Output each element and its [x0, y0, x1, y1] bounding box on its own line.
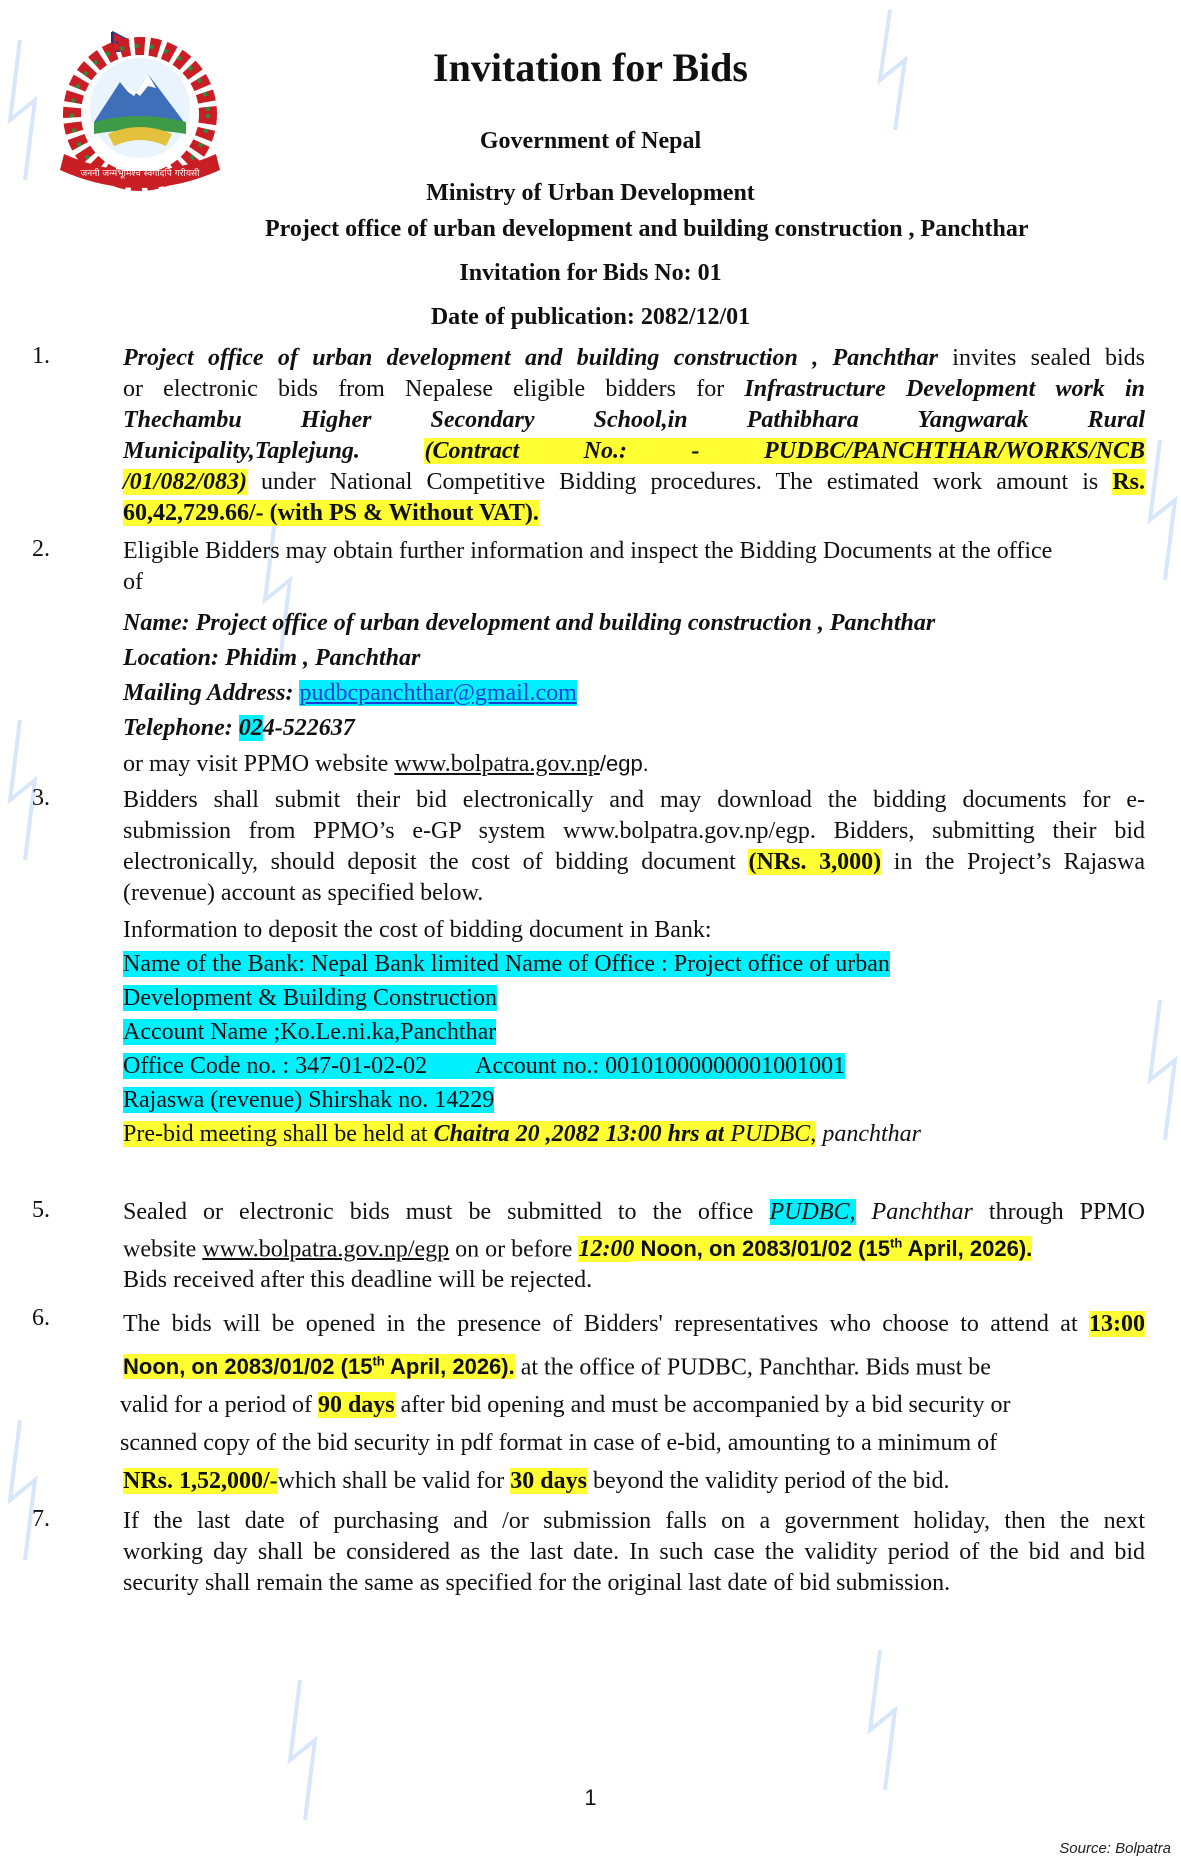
account-name: Account Name ;Ko.Le.ni.ka,Panchthar: [123, 1019, 497, 1045]
clause-number: 5.: [32, 1197, 50, 1223]
text-run: Noon, on 2083/01/02 (15: [123, 1354, 373, 1380]
ppmo-website-link[interactable]: www.bolpatra.gov.np: [394, 751, 600, 777]
validity-period: 90 days: [317, 1392, 395, 1419]
text-run: April, 2026).: [384, 1354, 515, 1380]
text-run: (revenue) account as specified below.: [123, 880, 484, 906]
clause-number: 6.: [32, 1305, 50, 1331]
prebid-place: panchthar: [816, 1121, 921, 1147]
opening-time: 13:00: [1089, 1311, 1145, 1337]
text-run: security shall remain the same as specified for the original last date of bid submission.: [123, 1570, 951, 1596]
text-run: on or before: [449, 1236, 579, 1263]
work-name: Infrastructure Development work in: [744, 376, 1146, 402]
ifb-number: Invitation for Bids No: 01: [459, 260, 722, 286]
text-run: after bid opening and must be accompanied by a bid security or: [394, 1392, 1011, 1419]
text-run: or may visit PPMO website: [123, 751, 395, 777]
office-name: Project office of urban development and building construction , Panchthar: [123, 345, 938, 371]
office-code: Office Code no. : 347-01-02-02: [123, 1053, 428, 1079]
text-run: If the last date of purchasing and /or submission falls on a government holiday, then the next: [123, 1508, 1145, 1534]
emblem-ribbon-text: जननी जन्मभूमिश्च स्वर्गादपि गरीयसी: [80, 169, 200, 179]
ministry-line: Ministry of Urban Development: [426, 180, 755, 206]
text-run: valid for a period of: [120, 1392, 318, 1419]
estimated-amount: 60,42,729.66/- (with PS & Without VAT).: [123, 500, 539, 526]
text-run: Bids received after this deadline will be rejected.: [123, 1267, 593, 1294]
office-line: Project office of urban development and building construction , Panchthar: [265, 216, 1029, 242]
source-credit: Source: Bolpatra: [1059, 1840, 1171, 1857]
bid-security-amount: NRs. 1,52,000/-: [123, 1468, 278, 1495]
text-run: working day shall be considered as the last date. In such case the validity period of the bid and bid: [123, 1539, 1145, 1565]
text-run: Eligible Bidders may obtain further information and inspect the Bidding Documents at the office: [123, 538, 1053, 564]
clause-number: 7.: [32, 1506, 50, 1532]
text-run: in the Project’s Rajaswa: [881, 849, 1145, 875]
text-run: /egp.: [599, 751, 649, 776]
text-run: through PPMO: [972, 1199, 1146, 1225]
text-run: Noon, on 2083/01/02 (15: [634, 1236, 890, 1262]
document-title: Invitation for Bids: [433, 45, 748, 90]
submission-office: PUDBC,: [769, 1199, 856, 1225]
estimated-amount: Rs.: [1112, 469, 1145, 495]
text-run: at the office of PUDBC, Panchthar. Bids must be: [514, 1354, 991, 1381]
text-run: which shall be valid for: [277, 1468, 511, 1495]
egp-website-link[interactable]: www.bolpatra.gov.np/egp: [202, 1236, 450, 1263]
clause-2-text: [123, 536, 1145, 782]
clause-number: 2.: [32, 536, 50, 562]
deadline-date: [634, 1236, 1032, 1261]
government-line: Government of Nepal: [479, 128, 702, 154]
account-number: Account no.: 00101000000001001001: [427, 1053, 845, 1079]
document-cost: (NRs. 3,000): [748, 849, 882, 875]
text-run: electronically, should deposit the cost of bidding document: [123, 849, 749, 875]
clause-number: 3.: [32, 785, 50, 811]
office-location: Location: Phidim , Panchthar: [123, 645, 421, 671]
text-run: The bids will be opened in the presence of Bidders' representatives who choose to attend at: [123, 1311, 1089, 1337]
telephone-number: 4-522637: [262, 715, 355, 741]
prebid-date: Chaitra 20 ,2082 13:00 hrs at: [433, 1121, 725, 1147]
clause-7-text: [123, 1506, 1145, 1599]
bank-intro: Information to deposit the cost of bidding document in Bank:: [123, 917, 712, 943]
opening-date: [123, 1354, 515, 1379]
text-run: invites sealed bids: [937, 345, 1146, 371]
contract-number: (Contract No.: - PUDBC/PANCHTHAR/WORKS/NCB: [424, 438, 1145, 464]
clause-5-text: [123, 1197, 1145, 1296]
revenue-code: Rajaswa (revenue) Shirshak no. 14229: [123, 1087, 495, 1113]
clause-1-text: [123, 343, 1145, 529]
bank-office: Development & Building Construction: [123, 985, 497, 1011]
mailing-label: Mailing Address:: [123, 680, 300, 706]
submission-office: Panchthar: [855, 1199, 973, 1225]
publication-date: Date of publication: 2082/12/01: [430, 304, 751, 330]
prebid-text: Pre-bid meeting shall be held at: [123, 1121, 434, 1147]
text-run: Bidders shall submit their bid electronically and may download the bidding documents for e-: [123, 787, 1145, 813]
text-run: of: [123, 569, 143, 595]
text-run: April, 2026).: [902, 1236, 1033, 1262]
deadline-time: 12:00: [578, 1236, 635, 1263]
work-name: Thechambu Higher Secondary School,in Pathibhara Yangwarak Rural: [123, 407, 1145, 433]
clause-3-text: [123, 785, 1145, 1151]
text-run: scanned copy of the bid security in pdf format in case of e-bid, amounting to a minimum of: [120, 1430, 998, 1457]
text-run: or electronic bids from Nepalese eligible bidders for: [123, 376, 745, 402]
text-run: th: [889, 1236, 903, 1251]
text-run: submission from PPMO’s e-GP system www.bolpatra.gov.np/egp. Bidders, submitting their bid: [123, 818, 1145, 844]
text-run: Sealed or electronic bids must be submitted to the office: [123, 1199, 770, 1225]
text-run: website: [123, 1236, 203, 1263]
clause-number: 1.: [32, 343, 50, 369]
telephone-label: Telephone:: [123, 715, 239, 741]
text-run: th: [372, 1354, 385, 1369]
page-number: 1: [584, 1785, 597, 1810]
prebid-place: PUDBC,: [724, 1121, 817, 1147]
security-validity: 30 days: [510, 1468, 587, 1495]
email-link[interactable]: pudbcpanchthar@gmail.com: [299, 680, 577, 706]
text-run: under National Competitive Bidding procedures. The estimated work amount is: [247, 469, 1113, 495]
work-name: Municipality,Taplejung.: [123, 438, 360, 464]
contract-number: /01/082/083): [123, 469, 247, 495]
telephone-code: 02: [238, 715, 263, 741]
office-contact-name: Name: Project office of urban development and building construction , Panchthar: [123, 610, 936, 636]
bank-name: Name of the Bank: Nepal Bank limited Name of Office : Project office of urban: [123, 951, 890, 977]
text-run: beyond the validity period of the bid.: [586, 1468, 950, 1495]
clause-6-text: [120, 1305, 1145, 1500]
